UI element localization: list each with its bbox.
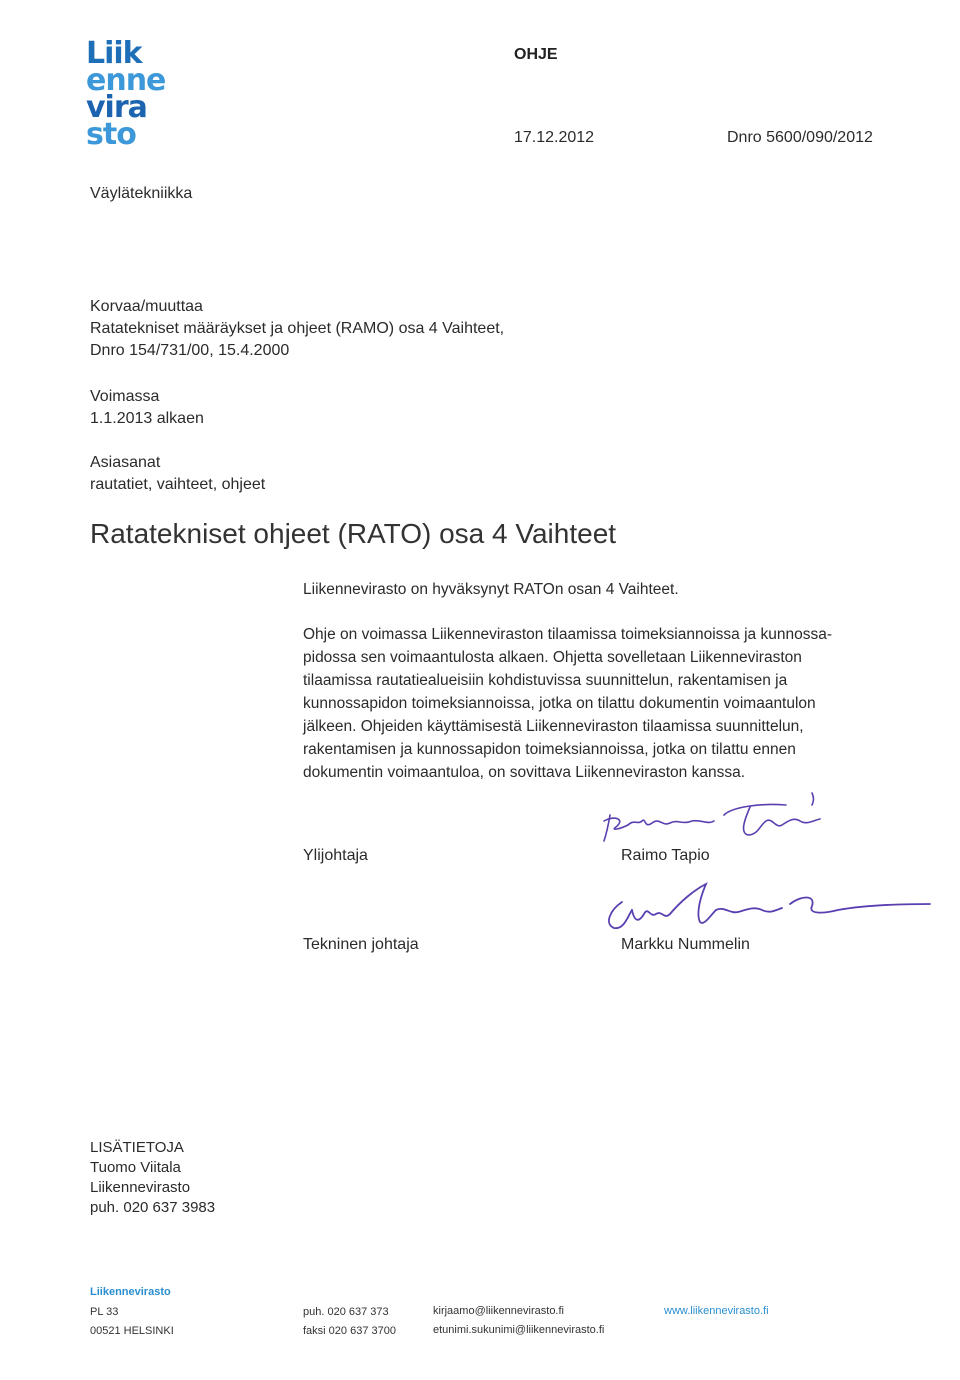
footer-phone: puh. 020 637 373 <box>303 1306 389 1318</box>
logo-line-3: vira <box>86 90 147 125</box>
signatory-role: Ylijohtaja <box>303 847 368 864</box>
logo-line-2: enne <box>86 63 166 98</box>
contact-info <box>90 1138 215 1218</box>
valid-label: Voimassa <box>90 388 160 405</box>
signatory-name: Raimo Tapio <box>621 847 710 864</box>
contact-heading: LISÄTIETOJA <box>90 1139 184 1156</box>
logo-line-1: Liik <box>86 36 142 71</box>
keywords-section <box>90 452 265 496</box>
document-title: Ratatekniset ohjeet (RATO) osa 4 Vaihteet <box>90 518 617 549</box>
replaces-section <box>90 296 504 362</box>
footer-website-link[interactable]: www.liikennevirasto.fi <box>664 1305 769 1317</box>
keywords-value: rautatiet, vaihteet, ohjeet <box>90 476 266 493</box>
footer-brand: Liikennevirasto <box>90 1286 171 1298</box>
validity-paragraph <box>303 623 883 784</box>
paragraph-line: pidossa sen voimaantulosta alkaen. Ohjetta sovelletaan Liikenneviraston <box>303 649 802 666</box>
replaces-line-2: Dnro 154/731/00, 15.4.2000 <box>90 342 290 359</box>
replaces-label: Korvaa/muuttaa <box>90 298 203 315</box>
signatory-name: Markku Nummelin <box>621 936 750 953</box>
contact-organization: Liikennevirasto <box>90 1179 191 1196</box>
logo-line-4: sto <box>86 117 136 152</box>
paragraph-line: Ohje on voimassa Liikenneviraston tilaamissa toimeksiannoissa ja kunnossa- <box>303 626 832 643</box>
replaces-line-1: Ratatekniset määräykset ja ohjeet (RAMO) osa 4 Vaihteet, <box>90 320 505 337</box>
paragraph-line: dokumentin voimaantuloa, on sovittava Liikenneviraston kanssa. <box>303 764 746 781</box>
footer-address-2: 00521 HELSINKI <box>90 1325 174 1337</box>
signatory-role: Tekninen johtaja <box>303 936 419 953</box>
valid-section <box>90 386 204 430</box>
footer-address-1: PL 33 <box>90 1306 119 1318</box>
footer-email-1[interactable]: kirjaamo@liikennevirasto.fi <box>433 1305 564 1317</box>
footer-fax: faksi 020 637 3700 <box>303 1325 396 1337</box>
contact-person: Tuomo Viitala <box>90 1159 181 1176</box>
contact-phone: puh. 020 637 3983 <box>90 1199 216 1216</box>
paragraph-line: kunnossapidon toimeksiannoissa, jotka on tilattu dokumentin voimaantulon <box>303 695 816 712</box>
footer-email-2[interactable]: etunimi.sukunimi@liikennevirasto.fi <box>433 1324 605 1336</box>
document-type: OHJE <box>514 46 558 63</box>
paragraph-line: jälkeen. Ohjeiden käyttämisestä Liikenneviraston tilaamissa suunnittelun, <box>303 718 804 735</box>
department: Väylätekniikka <box>90 185 193 202</box>
document-number: Dnro 5600/090/2012 <box>727 129 873 146</box>
signature-markku-nummelin <box>590 880 935 940</box>
paragraph-line: tilaamissa rautatiealueisiin kohdistuvissa suunnittelun, rakentamisen ja <box>303 672 788 689</box>
valid-value: 1.1.2013 alkaen <box>90 410 204 427</box>
document-date: 17.12.2012 <box>514 129 595 146</box>
paragraph-line: rakentamisen ja kunnossapidon toimeksiannoissa, jotka on tilattu ennen <box>303 741 796 758</box>
approval-paragraph: Liikennevirasto on hyväksynyt RATOn osan 4 Vaihteet. <box>303 581 679 598</box>
keywords-label: Asiasanat <box>90 454 161 471</box>
agency-logo <box>86 36 196 152</box>
signature-raimo-tapio <box>590 785 850 855</box>
